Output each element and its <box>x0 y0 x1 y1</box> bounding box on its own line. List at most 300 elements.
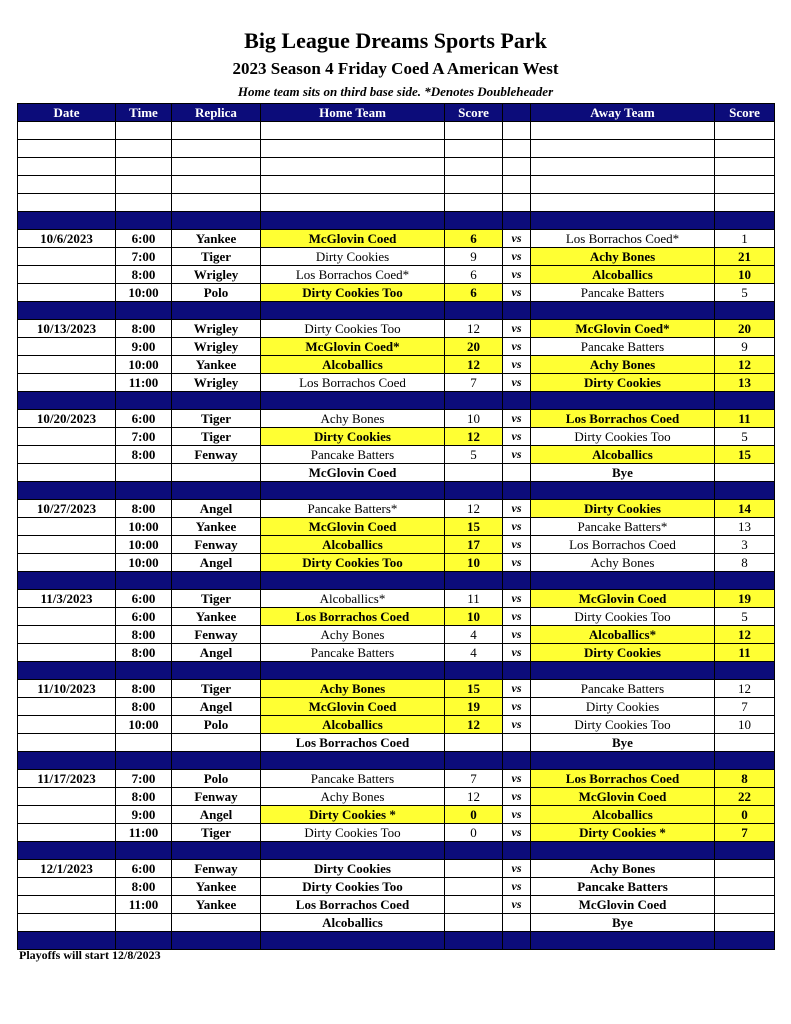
time-cell: 8:00 <box>116 644 172 662</box>
replica-cell: Fenway <box>172 446 261 464</box>
home-team-cell: Achy Bones <box>261 680 445 698</box>
separator-cell <box>445 392 503 410</box>
home-team-cell: McGlovin Coed <box>261 698 445 716</box>
away-score-cell: 12 <box>715 356 775 374</box>
replica-cell: Yankee <box>172 518 261 536</box>
away-team-cell: McGlovin Coed <box>531 788 715 806</box>
separator-cell <box>18 752 116 770</box>
away-team-cell: Dirty Cookies Too <box>531 428 715 446</box>
vs-cell: vs <box>503 788 531 806</box>
away-team-cell: Dirty Cookies Too <box>531 608 715 626</box>
home-team-cell: McGlovin Coed <box>261 464 445 482</box>
separator-cell <box>503 392 531 410</box>
date-cell <box>18 896 116 914</box>
vs-cell <box>503 158 531 176</box>
header-home-team: Home Team <box>261 104 445 122</box>
vs-cell: vs <box>503 770 531 788</box>
vs-cell: vs <box>503 554 531 572</box>
away-score-cell: 5 <box>715 284 775 302</box>
home-team-cell <box>261 176 445 194</box>
away-team-cell: Bye <box>531 914 715 932</box>
table-row <box>18 806 775 824</box>
home-score-cell: 6 <box>445 230 503 248</box>
away-score-cell <box>715 464 775 482</box>
home-score-cell: 12 <box>445 428 503 446</box>
away-score-cell <box>715 860 775 878</box>
separator-cell <box>261 932 445 950</box>
table-row <box>18 716 775 734</box>
time-cell: 6:00 <box>116 860 172 878</box>
vs-cell <box>503 464 531 482</box>
home-team-cell <box>261 122 445 140</box>
time-cell <box>116 158 172 176</box>
replica-cell: Angel <box>172 554 261 572</box>
home-team-cell: Los Borrachos Coed* <box>261 266 445 284</box>
date-cell <box>18 806 116 824</box>
home-score-cell: 12 <box>445 500 503 518</box>
away-team-cell: Alcoballics <box>531 446 715 464</box>
separator-cell <box>172 572 261 590</box>
replica-cell: Fenway <box>172 788 261 806</box>
home-score-cell: 4 <box>445 644 503 662</box>
date-cell: 10/27/2023 <box>18 500 116 518</box>
separator-cell <box>503 752 531 770</box>
table-row <box>18 626 775 644</box>
away-team-cell: Los Borrachos Coed* <box>531 230 715 248</box>
away-score-cell: 5 <box>715 428 775 446</box>
away-score-cell <box>715 896 775 914</box>
separator-cell <box>715 482 775 500</box>
separator-cell <box>715 302 775 320</box>
date-cell <box>18 824 116 842</box>
separator-cell <box>18 482 116 500</box>
blank-row <box>18 158 775 176</box>
separator-cell <box>445 212 503 230</box>
date-cell: 10/6/2023 <box>18 230 116 248</box>
header-time: Time <box>116 104 172 122</box>
away-team-cell: Los Borrachos Coed <box>531 536 715 554</box>
table-row <box>18 500 775 518</box>
time-cell <box>116 194 172 212</box>
time-cell: 7:00 <box>116 770 172 788</box>
away-score-cell: 12 <box>715 626 775 644</box>
away-team-cell <box>531 140 715 158</box>
replica-cell <box>172 914 261 932</box>
vs-cell: vs <box>503 626 531 644</box>
away-team-cell: Bye <box>531 464 715 482</box>
date-cell <box>18 536 116 554</box>
away-team-cell: Bye <box>531 734 715 752</box>
date-cell <box>18 716 116 734</box>
separator-cell <box>172 842 261 860</box>
replica-cell: Yankee <box>172 356 261 374</box>
table-row <box>18 518 775 536</box>
time-cell: 10:00 <box>116 518 172 536</box>
time-cell: 11:00 <box>116 374 172 392</box>
table-row <box>18 770 775 788</box>
away-score-cell: 7 <box>715 698 775 716</box>
away-score-cell <box>715 140 775 158</box>
date-cell <box>18 248 116 266</box>
vs-cell: vs <box>503 590 531 608</box>
week-separator <box>18 392 775 410</box>
separator-cell <box>715 842 775 860</box>
vs-cell: vs <box>503 806 531 824</box>
date-cell <box>18 914 116 932</box>
away-team-cell: McGlovin Coed <box>531 896 715 914</box>
vs-cell: vs <box>503 230 531 248</box>
blank-row <box>18 122 775 140</box>
table-row <box>18 878 775 896</box>
separator-cell <box>531 302 715 320</box>
home-score-cell <box>445 140 503 158</box>
date-cell: 12/1/2023 <box>18 860 116 878</box>
separator-cell <box>172 752 261 770</box>
date-cell <box>18 266 116 284</box>
week-separator <box>18 572 775 590</box>
away-score-cell <box>715 194 775 212</box>
separator-cell <box>503 212 531 230</box>
separator-cell <box>445 752 503 770</box>
home-score-cell: 12 <box>445 356 503 374</box>
separator-cell <box>172 302 261 320</box>
home-team-cell: Dirty Cookies Too <box>261 320 445 338</box>
away-score-cell: 10 <box>715 266 775 284</box>
table-row <box>18 680 775 698</box>
away-score-cell: 1 <box>715 230 775 248</box>
time-cell: 10:00 <box>116 554 172 572</box>
replica-cell: Angel <box>172 644 261 662</box>
home-team-cell: McGlovin Coed <box>261 518 445 536</box>
table-row <box>18 320 775 338</box>
separator-cell <box>503 302 531 320</box>
separator-cell <box>261 212 445 230</box>
home-team-cell: Dirty Cookies Too <box>261 284 445 302</box>
away-score-cell <box>715 158 775 176</box>
away-score-cell: 9 <box>715 338 775 356</box>
away-score-cell: 8 <box>715 770 775 788</box>
date-cell <box>18 338 116 356</box>
separator-cell <box>172 392 261 410</box>
replica-cell <box>172 140 261 158</box>
home-score-cell: 6 <box>445 266 503 284</box>
home-score-cell: 7 <box>445 770 503 788</box>
home-score-cell <box>445 860 503 878</box>
date-cell <box>18 374 116 392</box>
separator-cell <box>261 842 445 860</box>
away-team-cell: Achy Bones <box>531 356 715 374</box>
date-cell <box>18 446 116 464</box>
replica-cell <box>172 158 261 176</box>
away-team-cell: Dirty Cookies <box>531 374 715 392</box>
home-score-cell: 15 <box>445 518 503 536</box>
home-score-cell: 10 <box>445 608 503 626</box>
home-team-cell <box>261 140 445 158</box>
date-cell <box>18 176 116 194</box>
home-team-cell: Achy Bones <box>261 410 445 428</box>
home-team-cell: Alcoballics <box>261 356 445 374</box>
vs-cell <box>503 140 531 158</box>
home-team-cell: Alcoballics* <box>261 590 445 608</box>
table-row <box>18 266 775 284</box>
replica-cell: Tiger <box>172 590 261 608</box>
separator-cell <box>445 572 503 590</box>
home-team-cell: Pancake Batters <box>261 446 445 464</box>
separator-cell <box>116 842 172 860</box>
separator-cell <box>715 752 775 770</box>
time-cell: 10:00 <box>116 356 172 374</box>
away-score-cell: 8 <box>715 554 775 572</box>
table-row <box>18 824 775 842</box>
date-cell: 11/10/2023 <box>18 680 116 698</box>
home-score-cell: 20 <box>445 338 503 356</box>
away-score-cell: 12 <box>715 680 775 698</box>
away-team-cell: Dirty Cookies Too <box>531 716 715 734</box>
home-team-cell: Dirty Cookies <box>261 860 445 878</box>
separator-cell <box>261 662 445 680</box>
vs-cell: vs <box>503 284 531 302</box>
time-cell: 8:00 <box>116 680 172 698</box>
blank-row <box>18 194 775 212</box>
time-cell <box>116 176 172 194</box>
home-team-cell: Alcoballics <box>261 716 445 734</box>
week-separator <box>18 482 775 500</box>
replica-cell: Fenway <box>172 536 261 554</box>
separator-cell <box>531 842 715 860</box>
table-row <box>18 698 775 716</box>
separator-cell <box>531 752 715 770</box>
vs-cell <box>503 122 531 140</box>
away-score-cell: 7 <box>715 824 775 842</box>
date-cell <box>18 428 116 446</box>
away-score-cell: 14 <box>715 500 775 518</box>
separator-cell <box>172 212 261 230</box>
schedule-body <box>18 122 775 950</box>
separator-cell <box>715 572 775 590</box>
separator-cell <box>503 842 531 860</box>
separator-cell <box>531 392 715 410</box>
away-score-cell: 11 <box>715 410 775 428</box>
vs-cell: vs <box>503 518 531 536</box>
away-team-cell: Dirty Cookies <box>531 698 715 716</box>
time-cell: 7:00 <box>116 248 172 266</box>
vs-cell: vs <box>503 266 531 284</box>
table-row <box>18 896 775 914</box>
home-score-cell: 10 <box>445 554 503 572</box>
replica-cell: Yankee <box>172 896 261 914</box>
week-separator <box>18 662 775 680</box>
separator-cell <box>18 842 116 860</box>
home-score-cell: 5 <box>445 446 503 464</box>
away-score-cell: 19 <box>715 590 775 608</box>
table-row <box>18 230 775 248</box>
home-score-cell: 12 <box>445 716 503 734</box>
separator-cell <box>18 572 116 590</box>
replica-cell: Angel <box>172 500 261 518</box>
time-cell: 8:00 <box>116 878 172 896</box>
home-score-cell: 19 <box>445 698 503 716</box>
time-cell <box>116 140 172 158</box>
home-score-cell <box>445 878 503 896</box>
home-team-cell: Dirty Cookies <box>261 428 445 446</box>
time-cell: 6:00 <box>116 590 172 608</box>
date-cell <box>18 140 116 158</box>
time-cell: 6:00 <box>116 410 172 428</box>
away-team-cell <box>531 122 715 140</box>
separator-cell <box>116 482 172 500</box>
vs-cell <box>503 734 531 752</box>
week-separator <box>18 932 775 950</box>
home-score-cell: 0 <box>445 806 503 824</box>
away-team-cell: Pancake Batters <box>531 680 715 698</box>
date-cell <box>18 644 116 662</box>
table-row <box>18 734 775 752</box>
separator-cell <box>503 662 531 680</box>
time-cell: 9:00 <box>116 806 172 824</box>
time-cell <box>116 734 172 752</box>
away-score-cell: 21 <box>715 248 775 266</box>
home-team-cell: Los Borrachos Coed <box>261 734 445 752</box>
home-team-cell: Dirty Cookies * <box>261 806 445 824</box>
separator-cell <box>445 302 503 320</box>
separator-cell <box>531 482 715 500</box>
home-score-cell: 17 <box>445 536 503 554</box>
vs-cell: vs <box>503 410 531 428</box>
away-team-cell: Alcoballics <box>531 806 715 824</box>
table-row <box>18 446 775 464</box>
replica-cell: Polo <box>172 770 261 788</box>
separator-cell <box>18 392 116 410</box>
away-score-cell: 22 <box>715 788 775 806</box>
replica-cell <box>172 464 261 482</box>
vs-cell: vs <box>503 356 531 374</box>
table-row <box>18 464 775 482</box>
header-replica: Replica <box>172 104 261 122</box>
vs-cell <box>503 194 531 212</box>
home-score-cell: 4 <box>445 626 503 644</box>
away-score-cell: 20 <box>715 320 775 338</box>
replica-cell: Polo <box>172 716 261 734</box>
week-separator <box>18 752 775 770</box>
away-team-cell: Achy Bones <box>531 860 715 878</box>
page-note: Home team sits on third base side. *Denotes Doubleheader <box>237 84 554 99</box>
away-team-cell: Pancake Batters <box>531 284 715 302</box>
table-row <box>18 428 775 446</box>
replica-cell: Angel <box>172 806 261 824</box>
header-home-score: Score <box>445 104 503 122</box>
home-score-cell <box>445 914 503 932</box>
home-team-cell: Alcoballics <box>261 914 445 932</box>
replica-cell <box>172 122 261 140</box>
table-row <box>18 338 775 356</box>
replica-cell: Yankee <box>172 230 261 248</box>
away-team-cell: Los Borrachos Coed <box>531 410 715 428</box>
replica-cell: Wrigley <box>172 320 261 338</box>
time-cell: 8:00 <box>116 320 172 338</box>
vs-cell: vs <box>503 716 531 734</box>
replica-cell: Tiger <box>172 680 261 698</box>
replica-cell: Wrigley <box>172 338 261 356</box>
separator-cell <box>18 212 116 230</box>
vs-cell: vs <box>503 824 531 842</box>
away-team-cell: Pancake Batters <box>531 878 715 896</box>
separator-cell <box>116 932 172 950</box>
away-team-cell: Pancake Batters <box>531 338 715 356</box>
header-vs <box>503 104 531 122</box>
vs-cell: vs <box>503 860 531 878</box>
time-cell: 11:00 <box>116 824 172 842</box>
home-team-cell: Pancake Batters <box>261 770 445 788</box>
time-cell: 10:00 <box>116 716 172 734</box>
separator-cell <box>116 752 172 770</box>
replica-cell <box>172 176 261 194</box>
table-header-row <box>18 104 775 122</box>
separator-cell <box>715 392 775 410</box>
replica-cell: Polo <box>172 284 261 302</box>
week-separator <box>18 842 775 860</box>
footer-note: Playoffs will start 12/8/2023 <box>19 948 161 962</box>
away-team-cell: Los Borrachos Coed <box>531 770 715 788</box>
separator-cell <box>531 662 715 680</box>
date-cell: 11/3/2023 <box>18 590 116 608</box>
separator-cell <box>445 662 503 680</box>
separator-cell <box>503 482 531 500</box>
home-team-cell: Pancake Batters <box>261 644 445 662</box>
home-team-cell: Achy Bones <box>261 626 445 644</box>
home-score-cell: 15 <box>445 680 503 698</box>
home-score-cell: 0 <box>445 824 503 842</box>
separator-cell <box>18 932 116 950</box>
home-score-cell: 11 <box>445 590 503 608</box>
replica-cell <box>172 194 261 212</box>
home-score-cell: 9 <box>445 248 503 266</box>
vs-cell: vs <box>503 248 531 266</box>
home-team-cell: Los Borrachos Coed <box>261 608 445 626</box>
vs-cell: vs <box>503 680 531 698</box>
separator-cell <box>172 932 261 950</box>
table-row <box>18 644 775 662</box>
time-cell: 7:00 <box>116 428 172 446</box>
replica-cell: Yankee <box>172 878 261 896</box>
home-team-cell: Dirty Cookies Too <box>261 824 445 842</box>
table-row <box>18 590 775 608</box>
away-score-cell: 13 <box>715 374 775 392</box>
separator-cell <box>261 482 445 500</box>
vs-cell: vs <box>503 698 531 716</box>
away-score-cell: 0 <box>715 806 775 824</box>
replica-cell <box>172 734 261 752</box>
home-score-cell <box>445 464 503 482</box>
date-cell <box>18 698 116 716</box>
time-cell: 9:00 <box>116 338 172 356</box>
away-score-cell: 3 <box>715 536 775 554</box>
table-row <box>18 788 775 806</box>
week-separator <box>18 302 775 320</box>
time-cell: 6:00 <box>116 608 172 626</box>
home-score-cell <box>445 122 503 140</box>
replica-cell: Wrigley <box>172 266 261 284</box>
away-score-cell: 11 <box>715 644 775 662</box>
away-score-cell: 13 <box>715 518 775 536</box>
date-cell <box>18 608 116 626</box>
away-team-cell: McGlovin Coed <box>531 590 715 608</box>
time-cell: 10:00 <box>116 284 172 302</box>
replica-cell: Wrigley <box>172 374 261 392</box>
time-cell: 10:00 <box>116 536 172 554</box>
vs-cell: vs <box>503 896 531 914</box>
home-team-cell <box>261 158 445 176</box>
away-score-cell <box>715 176 775 194</box>
